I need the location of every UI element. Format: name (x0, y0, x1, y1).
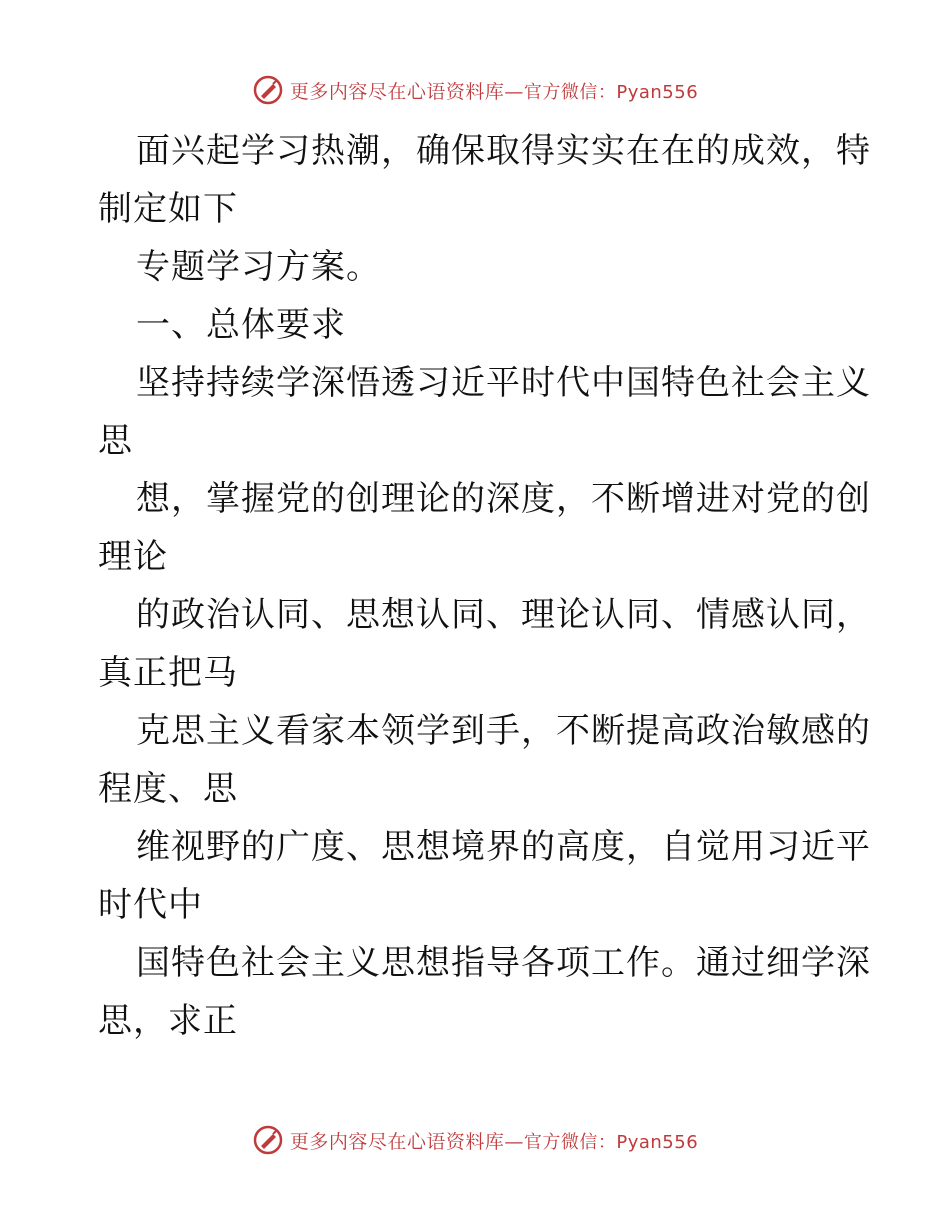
text-line: 面兴起学习热潮，确保取得实实在在的成效，特 (136, 131, 871, 171)
text-line: 专题学习方案。 (136, 247, 381, 287)
text-line: 克思主义看家本领学到手，不断提高政治敏感的 (136, 711, 871, 751)
text-line: 时代中 (98, 885, 203, 925)
header-watermark-banner (0, 70, 950, 110)
logo-icon (252, 74, 284, 106)
document-body (98, 122, 871, 1050)
text-line: 国特色社会主义思想指导各项工作。通过细学深 (136, 943, 871, 983)
text-line: 思，求正 (98, 1001, 238, 1041)
text-line: 理论 (98, 537, 168, 577)
text-line: 的政治认同、思想认同、理论认同、情感认同， (136, 595, 871, 635)
text-line: 真正把马 (98, 653, 238, 693)
text-line: 坚持持续学深悟透习近平时代中国特色社会主义 (136, 363, 871, 403)
watermark-text: 更多内容尽在心语资料库—官方微信：Pyan556 (289, 1130, 699, 1153)
text-line: 想，掌握党的创理论的深度，不断增进对党的创 (136, 479, 871, 519)
watermark-text: 更多内容尽在心语资料库—官方微信：Pyan556 (289, 80, 699, 103)
text-line: 一、总体要求 (136, 305, 346, 345)
footer-watermark-banner (0, 1120, 950, 1160)
logo-icon (252, 1124, 284, 1156)
text-line: 程度、思 (98, 769, 238, 809)
text-line: 思 (98, 421, 133, 461)
text-line: 维视野的广度、思想境界的高度，自觉用习近平 (136, 827, 871, 867)
text-line: 制定如下 (98, 189, 238, 229)
